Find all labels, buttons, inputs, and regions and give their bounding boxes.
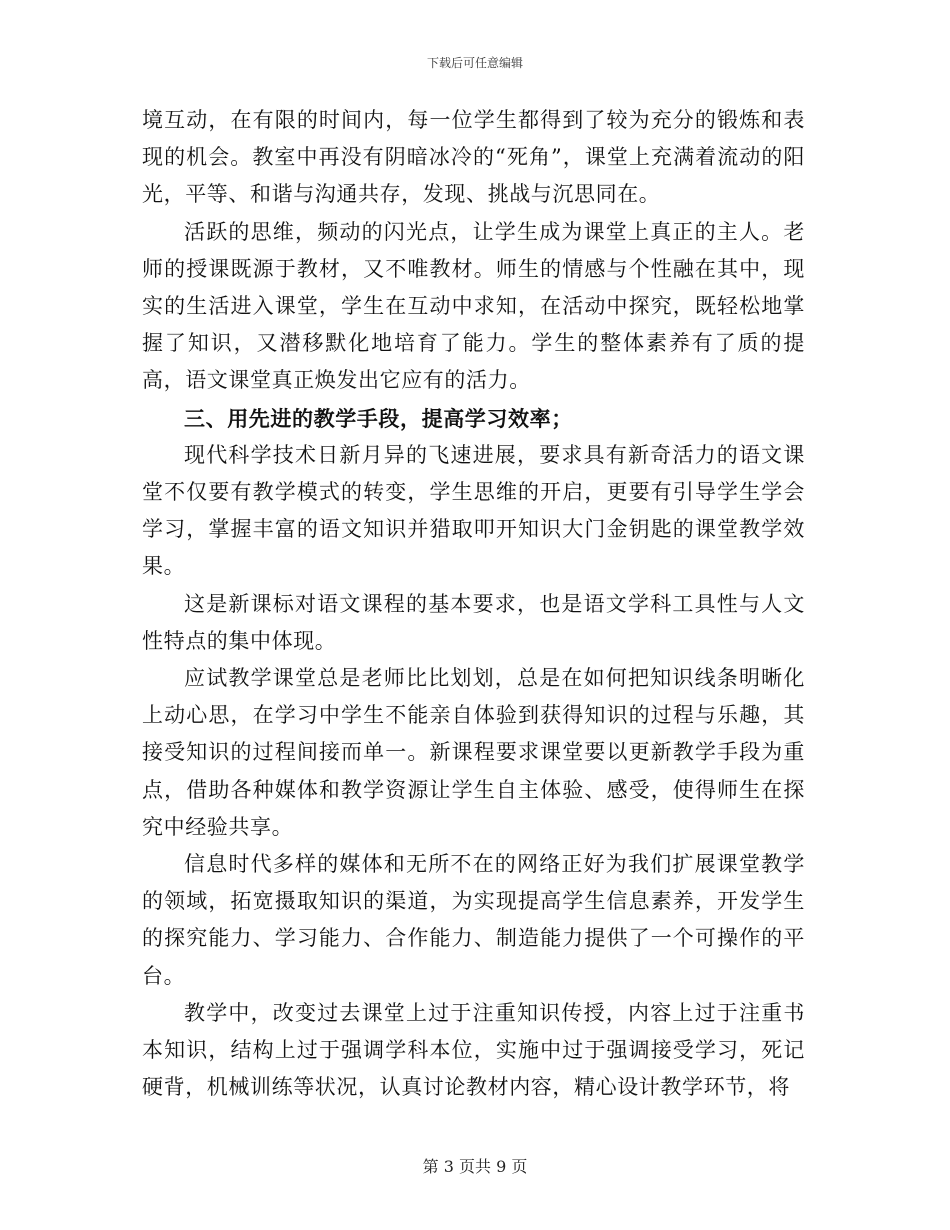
- paragraph-active-thinking: 活跃的思维，频动的闪光点，让学生成为课堂上真正的主人。老师的授课既源于教材，又不唯教材。师生的情感与个性融在其中，现实的生活进入课堂，学生在互动中求知，在活动中探究，既轻松地掌握了知识，又潜移默化地培育了能力。学生的整体素养有了质的提高，语文课堂真正焕发出它应有的活力。: [142, 219, 805, 393]
- paragraph-teaching-reform: 教学中，改变过去课堂上过于注重知识传授，内容上过于注重书本知识，结构上过于强调学科本位，实施中过于强调接受学习，死记硬背，机械训练等状况，认真讨论教材内容，精心设计教学环节，将: [142, 1000, 805, 1100]
- paragraph-curriculum-standard: 这是新课标对语文课程的基本要求，也是语文学科工具性与人文性特点的集中体现。: [142, 591, 805, 653]
- paragraph-continuation: 境互动，在有限的时间内，每一位学生都得到了较为充分的锻炼和表现的机会。教室中再没有阴暗冰冷的“死角”，课堂上充满着流动的阳光，平等、和谐与沟通共存，发现、挑战与沉思同在。: [142, 108, 805, 207]
- section-heading: 三、用先进的教学手段，提高学习效率；: [184, 405, 573, 431]
- paragraph-modern-technology: 现代科学技术日新月异的飞速进展，要求具有新奇活力的语文课堂不仅要有教学模式的转变，学生思维的开启，更要有引导学生学会学习，掌握丰富的语文知识并猎取叩开知识大门金钥匙的课堂教学效果。: [142, 442, 805, 579]
- document-body: [142, 102, 805, 1106]
- paragraph-information-age: 信息时代多样的媒体和无所不在的网络正好为我们扩展课堂教学的领域，拓宽摄取知识的渠道，为实现提高学生信息素养，开发学生的探究能力、学习能力、合作能力、制造能力提供了一个可操作的平台。: [142, 852, 805, 988]
- page-number: 第 3 页共 9 页: [422, 1157, 528, 1176]
- paragraph-exam-teaching: 应试教学课堂总是老师比比划划，总是在如何把知识线条明晰化上动心思，在学习中学生不能亲自体验到获得知识的过程与乐趣，其接受知识的过程间接而单一。新课程要求课堂要以更新教学手段为重点，借助各种媒体和教学资源让学生自主体验、感受，使得师生在探究中经验共享。: [142, 666, 805, 839]
- page-header: 下载后可任意编辑: [426, 56, 523, 70]
